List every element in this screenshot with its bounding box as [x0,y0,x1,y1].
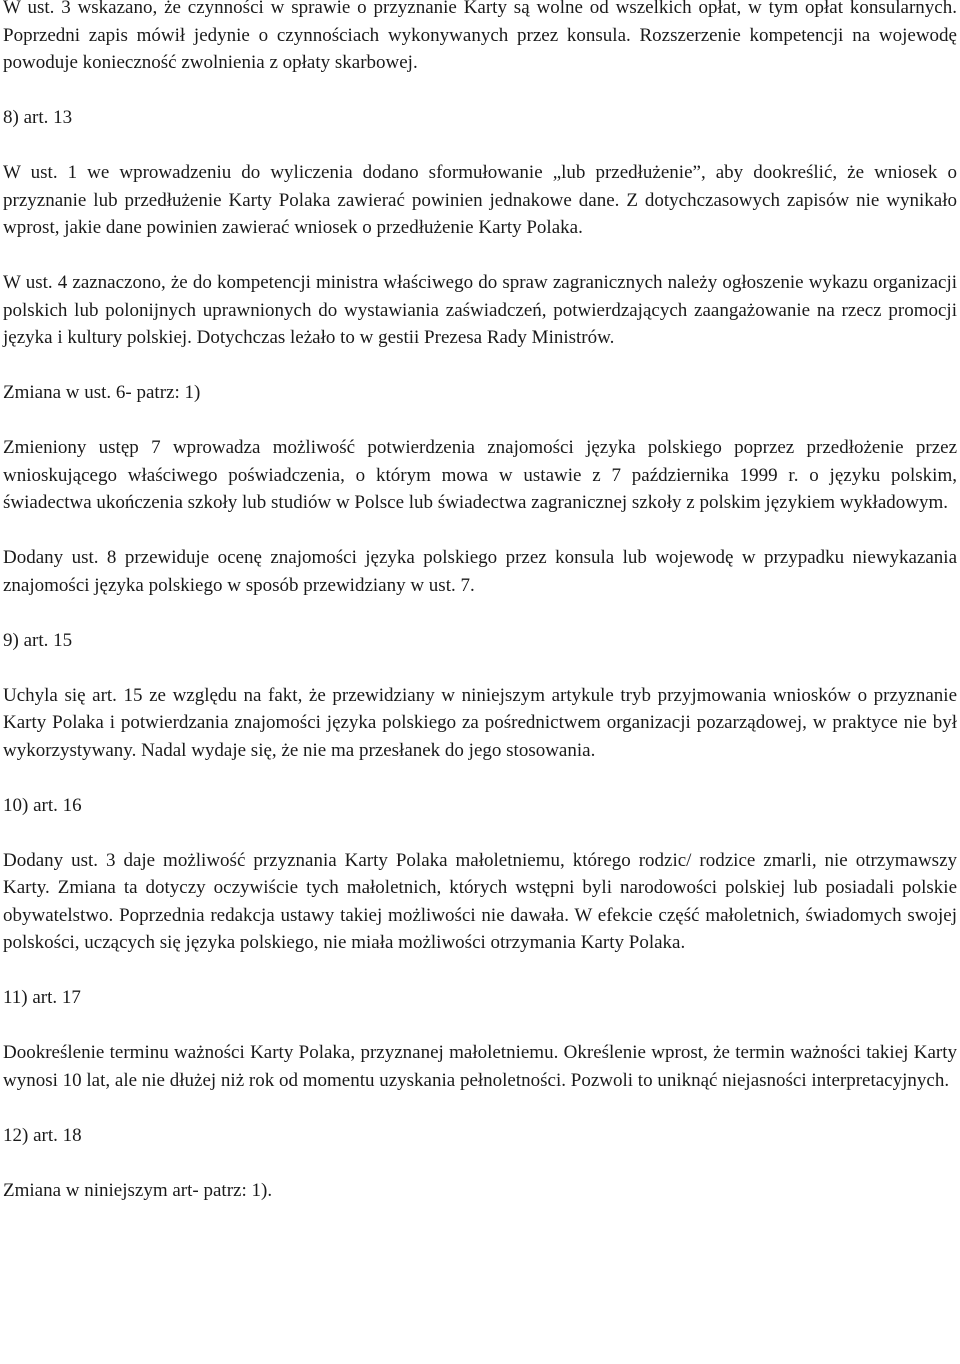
section-heading-art17: 11) art. 17 [3,987,81,1008]
paragraph-art15-repeal: Uchyla się art. 15 ze względu na fakt, że przewidziany w niniejszym artykule tryb przyjmowania wniosków o przyznanie Karty Polaka i potwierdzania znajomości języka polskiego za pośrednictwem organizacji pozarządowej, w praktyce nie był wykorzystywany. Nadal wydaje się, że nie ma przesłanek do jego stosowania. [3,684,957,761]
paragraph-ust4-organizations: W ust. 4 zaznaczono, że do kompetencji ministra właściwego do spraw zagranicznych należy ogłoszenie wykazu organizacji polskich lub polonijnych uprawnionych do wystawiania zaświadczeń, potwierdzających zaangażowanie na rzecz promocji języka i kultury polskiej. Dotychczas leżało to w gestii Prezesa Rady Ministrów. [3,272,957,348]
paragraph-ust1-extension: W ust. 1 we wprowadzeniu do wyliczenia dodano sformułowanie „lub przedłużenie”, aby dookreślić, że wniosek o przyznanie lub przedłużenie Karty Polaka zawierać powinien jednakowe dane. Z dotychczasowych zapisów nie wynikało wprost, jakie dane powinien zawierać wniosek o przedłużenie Karty Polaka. [3,162,957,238]
section-heading-art13: 8) art. 13 [3,107,73,128]
section-heading-art15: 9) art. 15 [3,629,73,651]
paragraph-art18-change: Zmiana w niniejszym art- patrz: 1). [3,1179,273,1201]
paragraph-ust3-minor: Dodany ust. 3 daje możliwość przyznania Karty Polaka małoletniemu, którego rodzic/ rodzice zmarli, nie otrzymawszy Karty. Zmiana ta dotyczy oczywiście tych małoletnich, których wstępni byli narodowości polskiej lub posiadali polskie obywatelstwo. Poprzednia redakcja ustawy takiej możliwości nie dawała. W efekcie część małoletnich, świadomych swojej polskości, uczących się języka polskiego, nie miała możliwości otrzymania Karty Polaka. [3,849,957,953]
paragraph-ust6-change: Zmiana w ust. 6- patrz: 1) [3,382,201,403]
paragraph-ust7-language: Zmieniony ustęp 7 wprowadza możliwość potwierdzenia znajomości języka polskiego poprzez przedłożenie przez wnioskującego właściwego poświadczenia, o którym mowa w ustawie z 7 października 1999 r. o języku polskim, świadectwa ukończenia szkoły lub studiów w Polsce lub świadectwa zagranicznej szkoły z polskim językiem wykładowym. [3,437,957,513]
paragraph-ust3-fees: W ust. 3 wskazano, że czynności w sprawie o przyznanie Karty są wolne od wszelkich opłat, w tym opłat konsularnych. Poprzedni zapis mówił jedynie o czynnościach wykonywanych przez konsula. Rozszerzenie kompetencji na wojewodę powoduje konieczność zwolnienia z opłaty skarbowej. [3,0,957,73]
paragraph-validity-term: Dookreślenie terminu ważności Karty Polaka, przyznanej małoletniemu. Określenie wprost, że termin ważności takiej Karty wynosi 10 lat, ale nie dłużej niż rok od momentu uzyskania pełnoletności. Pozwoli to uniknąć niejasności interpretacyjnych. [3,1042,957,1091]
paragraph-ust8-assessment: Dodany ust. 8 przewiduje ocenę znajomości języka polskiego przez konsula lub wojewodę w przypadku niewykazania znajomości języka polskiego w sposób przewidziany w ust. 7. [3,547,957,596]
section-heading-art16: 10) art. 16 [3,794,82,816]
section-heading-art18: 12) art. 18 [3,1124,82,1146]
